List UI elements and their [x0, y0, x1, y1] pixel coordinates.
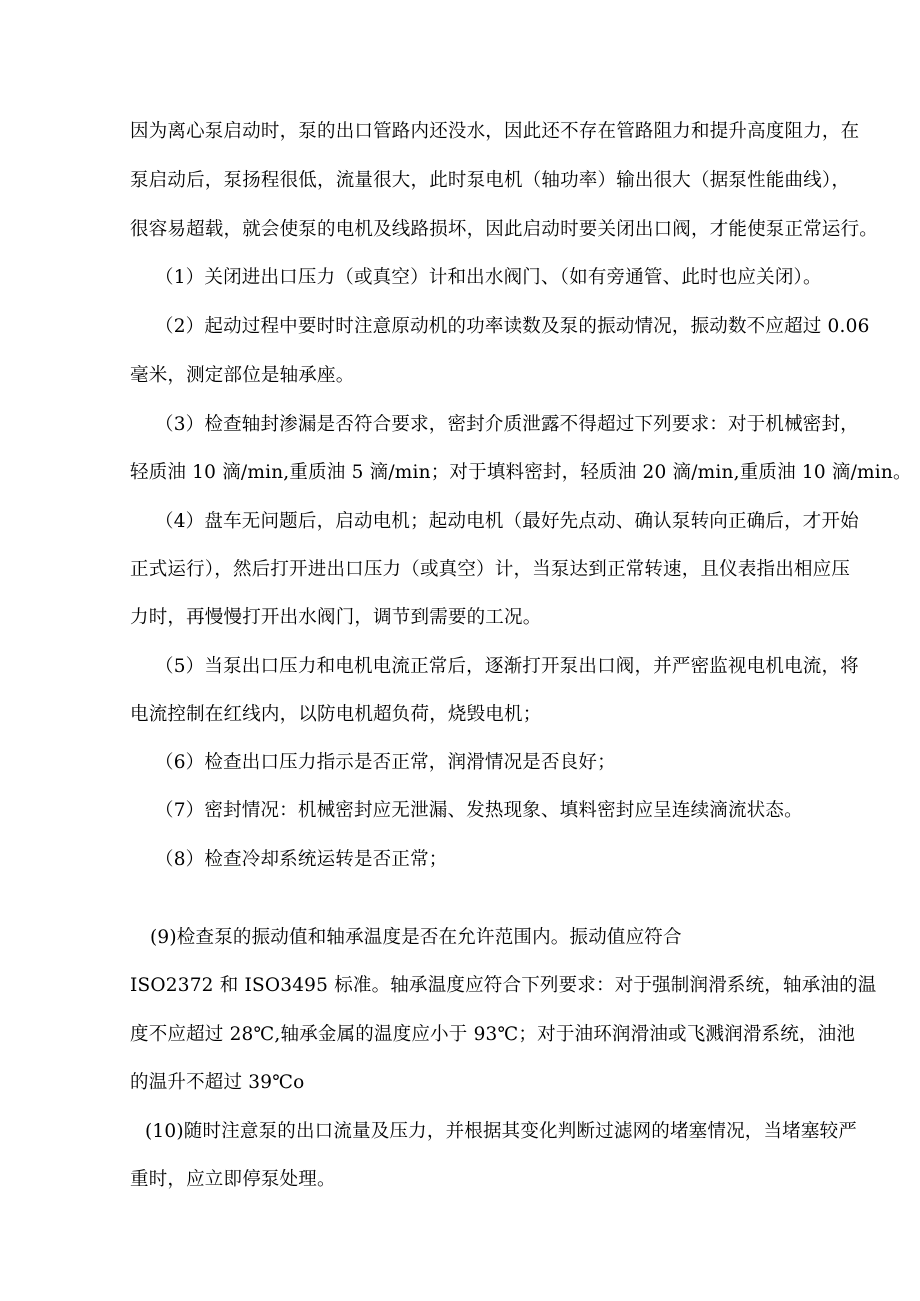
step-4-line-3: 力时，再慢慢打开出水阀门，调节到需要的工况。	[130, 607, 542, 628]
step-10-line-1: (10)随时注意泵的出口流量及压力，并根据其变化判断过滤网的堵塞情况，当堵塞较严	[145, 1121, 857, 1142]
step-2-line-2: 毫米，测定部位是轴承座。	[130, 365, 355, 386]
step-5-line-1: （5）当泵出口压力和电机电流正常后，逐渐打开泵出口阀，并严密监视电机电流，将	[155, 656, 859, 677]
step-6-line-1: （6）检查出口压力指示是否正常，润滑情况是否良好；	[155, 752, 616, 773]
step-4-line-2: 正式运行），然后打开进出口压力（或真空）计，当泵达到正常转速，且仪表指出相应压	[130, 559, 851, 580]
step-8-line-1: （8）检查冷却系统运转是否正常；	[155, 849, 448, 870]
step-1-line-1: （1）关闭进出口压力（或真空）计和出水阀门、（如有旁通管、此时也应关闭）。	[155, 267, 822, 288]
step-9-line-2: ISO2372 和 ISO3495 标准。轴承温度应符合下列要求：对于强制润滑系统，轴承油的温	[130, 975, 877, 996]
step-9-line-1: (9)检查泵的振动值和轴承温度是否在允许范围内。振动值应符合	[150, 927, 682, 948]
step-10-line-2: 重时，应立即停泵处理。	[130, 1169, 336, 1190]
step-3-line-1: （3）检查轴封渗漏是否符合要求，密封介质泄露不得超过下列要求：对于机械密封，	[155, 414, 859, 435]
step-7-line-1: （7）密封情况：机械密封应无泄漏、发热现象、填料密封应呈连续滴流状态。	[155, 800, 803, 821]
intro-line-1: 因为离心泵启动时，泵的出口管路内还没水，因此还不存在管路阻力和提升高度阻力，在	[130, 121, 860, 142]
step-9-line-4: 的温升不超过 39℃o	[130, 1072, 305, 1093]
step-2-line-1: （2）起动过程中要时时注意原动机的功率读数及泵的振动情况，振动数不应超过 0.06	[155, 316, 870, 337]
intro-line-3: 很容易超载，就会使泵的电机及线路损坏，因此启动时要关闭出口阀，才能使泵正常运行。	[130, 219, 879, 240]
step-5-line-2: 电流控制在红线内，以防电机超负荷，烧毁电机；	[130, 704, 542, 725]
intro-line-2: 泵启动后，泵扬程很低，流量很大，此时泵电机（轴功率）输出很大（据泵性能曲线），	[130, 170, 851, 191]
step-3-line-2: 轻质油 10 滴/min,重质油 5 滴/min；对于填料密封，轻质油 20 滴/min,重质油 10 滴/min。	[130, 462, 912, 483]
step-4-line-1: （4）盘车无问题后，启动电机；起动电机（最好先点动、确认泵转向正确后，才开始	[155, 511, 859, 532]
step-9-line-3: 度不应超过 28℃,轴承金属的温度应小于 93℃；对于油环润滑油或飞溅润滑系统，油池	[130, 1024, 856, 1045]
